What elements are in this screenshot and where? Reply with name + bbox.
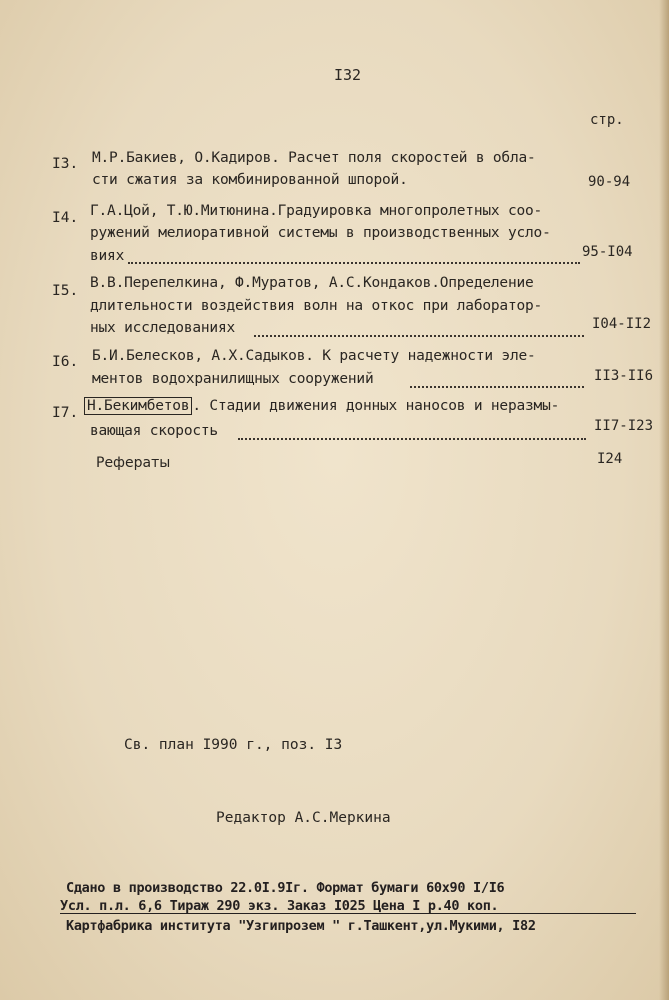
entry-title-line: вающая скорость [90, 423, 218, 439]
entry-number: I5. [52, 283, 79, 299]
imprint-line: Сдано в производство 22.0I.9Iг. Формат бумаги 60х90 I/I6 [66, 880, 505, 896]
leader-dots [254, 335, 584, 337]
leader-dots [410, 386, 584, 388]
entry-title-line [84, 398, 559, 414]
entry-title-line: длительности воздействия волн на откос при лаборатор- [90, 298, 543, 314]
page-number: I32 [334, 66, 362, 84]
referaty-pages: I24 [597, 451, 623, 467]
entry-number: I3. [52, 156, 79, 172]
referaty-label: Рефераты [96, 455, 171, 471]
entry-title-line: Б.И.Белесков, А.Х.Садыков. К расчету надежности эле- [92, 348, 536, 364]
entry-title-line: ных исследованиях [90, 320, 236, 336]
entry-title-line: ружений мелиоративной системы в производственных усло- [90, 225, 551, 241]
entry-title-line: виях [90, 248, 125, 264]
leader-dots [128, 262, 580, 264]
leader-dots [238, 438, 586, 440]
entry-pages: I04-II2 [592, 316, 652, 332]
imprint-line: Усл. п.л. 6,6 Тираж 290 экз. Заказ I025 Цена I р.40 коп. [60, 898, 499, 914]
page-edge-shadow [659, 0, 669, 1000]
pages-column-label: стр. [590, 112, 624, 128]
entry-number: I4. [52, 210, 79, 226]
entry-title-line: Г.А.Цой, Т.Ю.Митюнина.Градуировка многопролетных соо- [90, 203, 543, 219]
editor-credit: Редактор А.С.Меркина [216, 810, 391, 826]
entry-title-line: сти сжатия за комбинированной шпорой. [92, 172, 408, 188]
imprint-underline [60, 913, 636, 914]
imprint-line: Картфабрика института "Узгипрозем " г.Ташкент,ул.Мукими, I82 [66, 918, 536, 934]
publication-plan: Св. план I990 г., поз. I3 [124, 737, 343, 753]
author-highlight-box: Н.Бекимбетов [84, 397, 192, 415]
entry-pages: 90-94 [588, 174, 631, 190]
entry-number: I6. [52, 354, 79, 370]
entry-title-line: ментов водохранилищных сооружений [92, 371, 374, 387]
entry-title-line: В.В.Перепелкина, Ф.Муратов, А.С.Кондаков.Определение [90, 275, 534, 291]
entry-pages: II7-I23 [594, 418, 654, 434]
entry-title-line: М.Р.Бакиев, О.Кадиров. Расчет поля скоростей в обла- [92, 150, 536, 166]
entry-title-rest: . Стадии движения донных наносов и неразмы- [192, 398, 560, 414]
entry-number: I7. [52, 405, 79, 421]
entry-pages: 95-I04 [582, 244, 633, 260]
entry-pages: II3-II6 [594, 368, 654, 384]
